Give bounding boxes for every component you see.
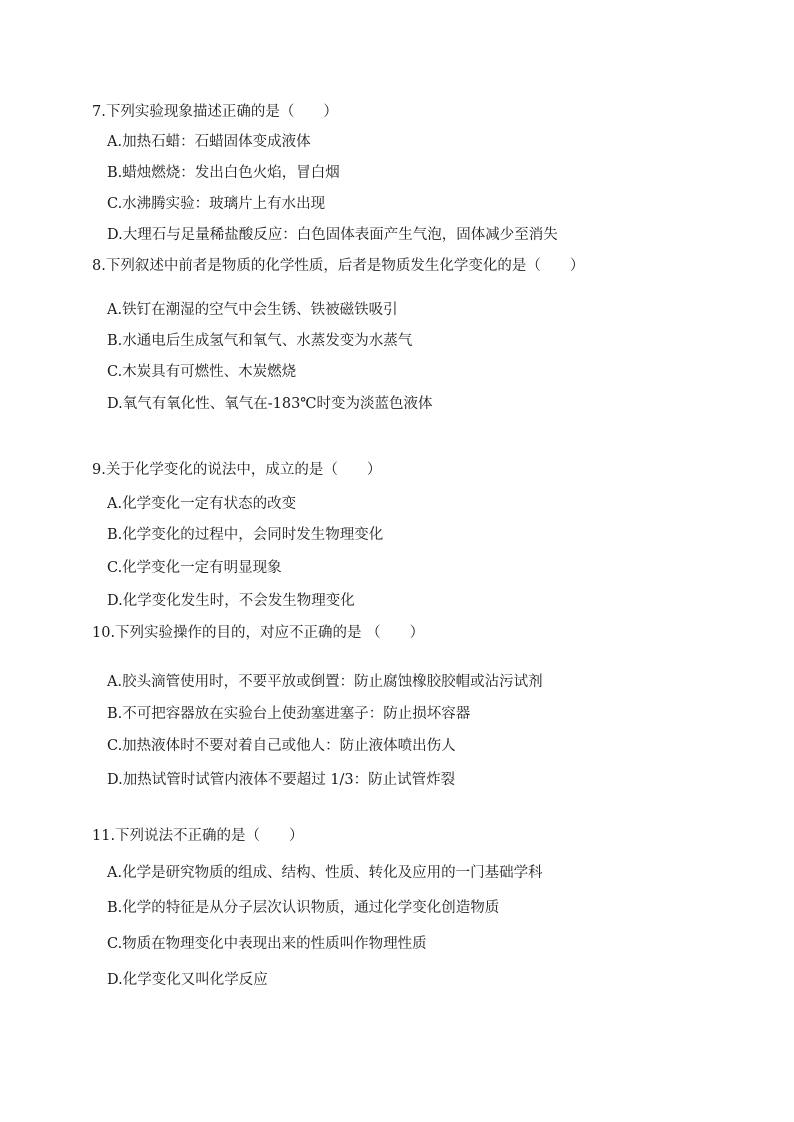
question-11-stem: 11.下列说法不正确的是（ ） bbox=[92, 828, 304, 844]
question-10-option-c: C.加热液体时不要对着自己或他人：防止液体喷出伤人 bbox=[107, 738, 456, 754]
question-8-option-a: A.铁钉在潮湿的空气中会生锈、铁被磁铁吸引 bbox=[107, 302, 398, 318]
question-7-stem: 7.下列实验现象描述正确的是（ ） bbox=[92, 104, 338, 120]
question-10-stem: 10.下列实验操作的目的，对应不正确的是 （ ） bbox=[92, 625, 425, 641]
question-8-option-d: D.氧气有氧化性、氧气在-183℃时变为淡蓝色液体 bbox=[107, 396, 433, 412]
question-9-option-c: C.化学变化一定有明显现象 bbox=[107, 560, 282, 576]
question-10-option-b: B.不可把容器放在实验台上使劲塞进塞子：防止损坏容器 bbox=[107, 706, 471, 722]
question-10-option-a: A.胶头滴管使用时，不要平放或倒置：防止腐蚀橡胶胶帽或沾污试剂 bbox=[107, 674, 543, 690]
question-9-option-b: B.化学变化的过程中，会同时发生物理变化 bbox=[107, 527, 384, 543]
question-11-option-c: C.物质在物理变化中表现出来的性质叫作物理性质 bbox=[107, 936, 427, 952]
question-7-option-d: D.大理石与足量稀盐酸反应：白色固体表面产生气泡，固体减少至消失 bbox=[107, 227, 558, 243]
question-11-option-d: D.化学变化又叫化学反应 bbox=[107, 972, 268, 988]
question-7-option-b: B.蜡烛燃烧：发出白色火焰，冒白烟 bbox=[107, 165, 340, 181]
question-11-option-a: A.化学是研究物质的组成、结构、性质、转化及应用的一门基础学科 bbox=[107, 865, 543, 881]
question-9-stem: 9.关于化学变化的说法中，成立的是（ ） bbox=[92, 462, 382, 478]
question-8-stem: 8.下列叙述中前者是物质的化学性质，后者是物质发生化学变化的是（ ） bbox=[92, 258, 585, 274]
question-7-option-c: C.水沸腾实验：玻璃片上有水出现 bbox=[107, 196, 326, 212]
question-8-option-c: C.木炭具有可燃性、木炭燃烧 bbox=[107, 364, 297, 380]
question-7-option-a: A.加热石蜡：石蜡固体变成液体 bbox=[107, 134, 311, 150]
question-11-option-b: B.化学的特征是从分子层次认识物质，通过化学变化创造物质 bbox=[107, 900, 500, 916]
question-8-option-b: B.水通电后生成氢气和氧气、水蒸发变为水蒸气 bbox=[107, 333, 413, 349]
question-9-option-a: A.化学变化一定有状态的改变 bbox=[107, 496, 297, 512]
question-10-option-d: D.加热试管时试管内液体不要超过 1/3：防止试管炸裂 bbox=[107, 772, 456, 788]
question-9-option-d: D.化学变化发生时，不会发生物理变化 bbox=[107, 593, 355, 609]
